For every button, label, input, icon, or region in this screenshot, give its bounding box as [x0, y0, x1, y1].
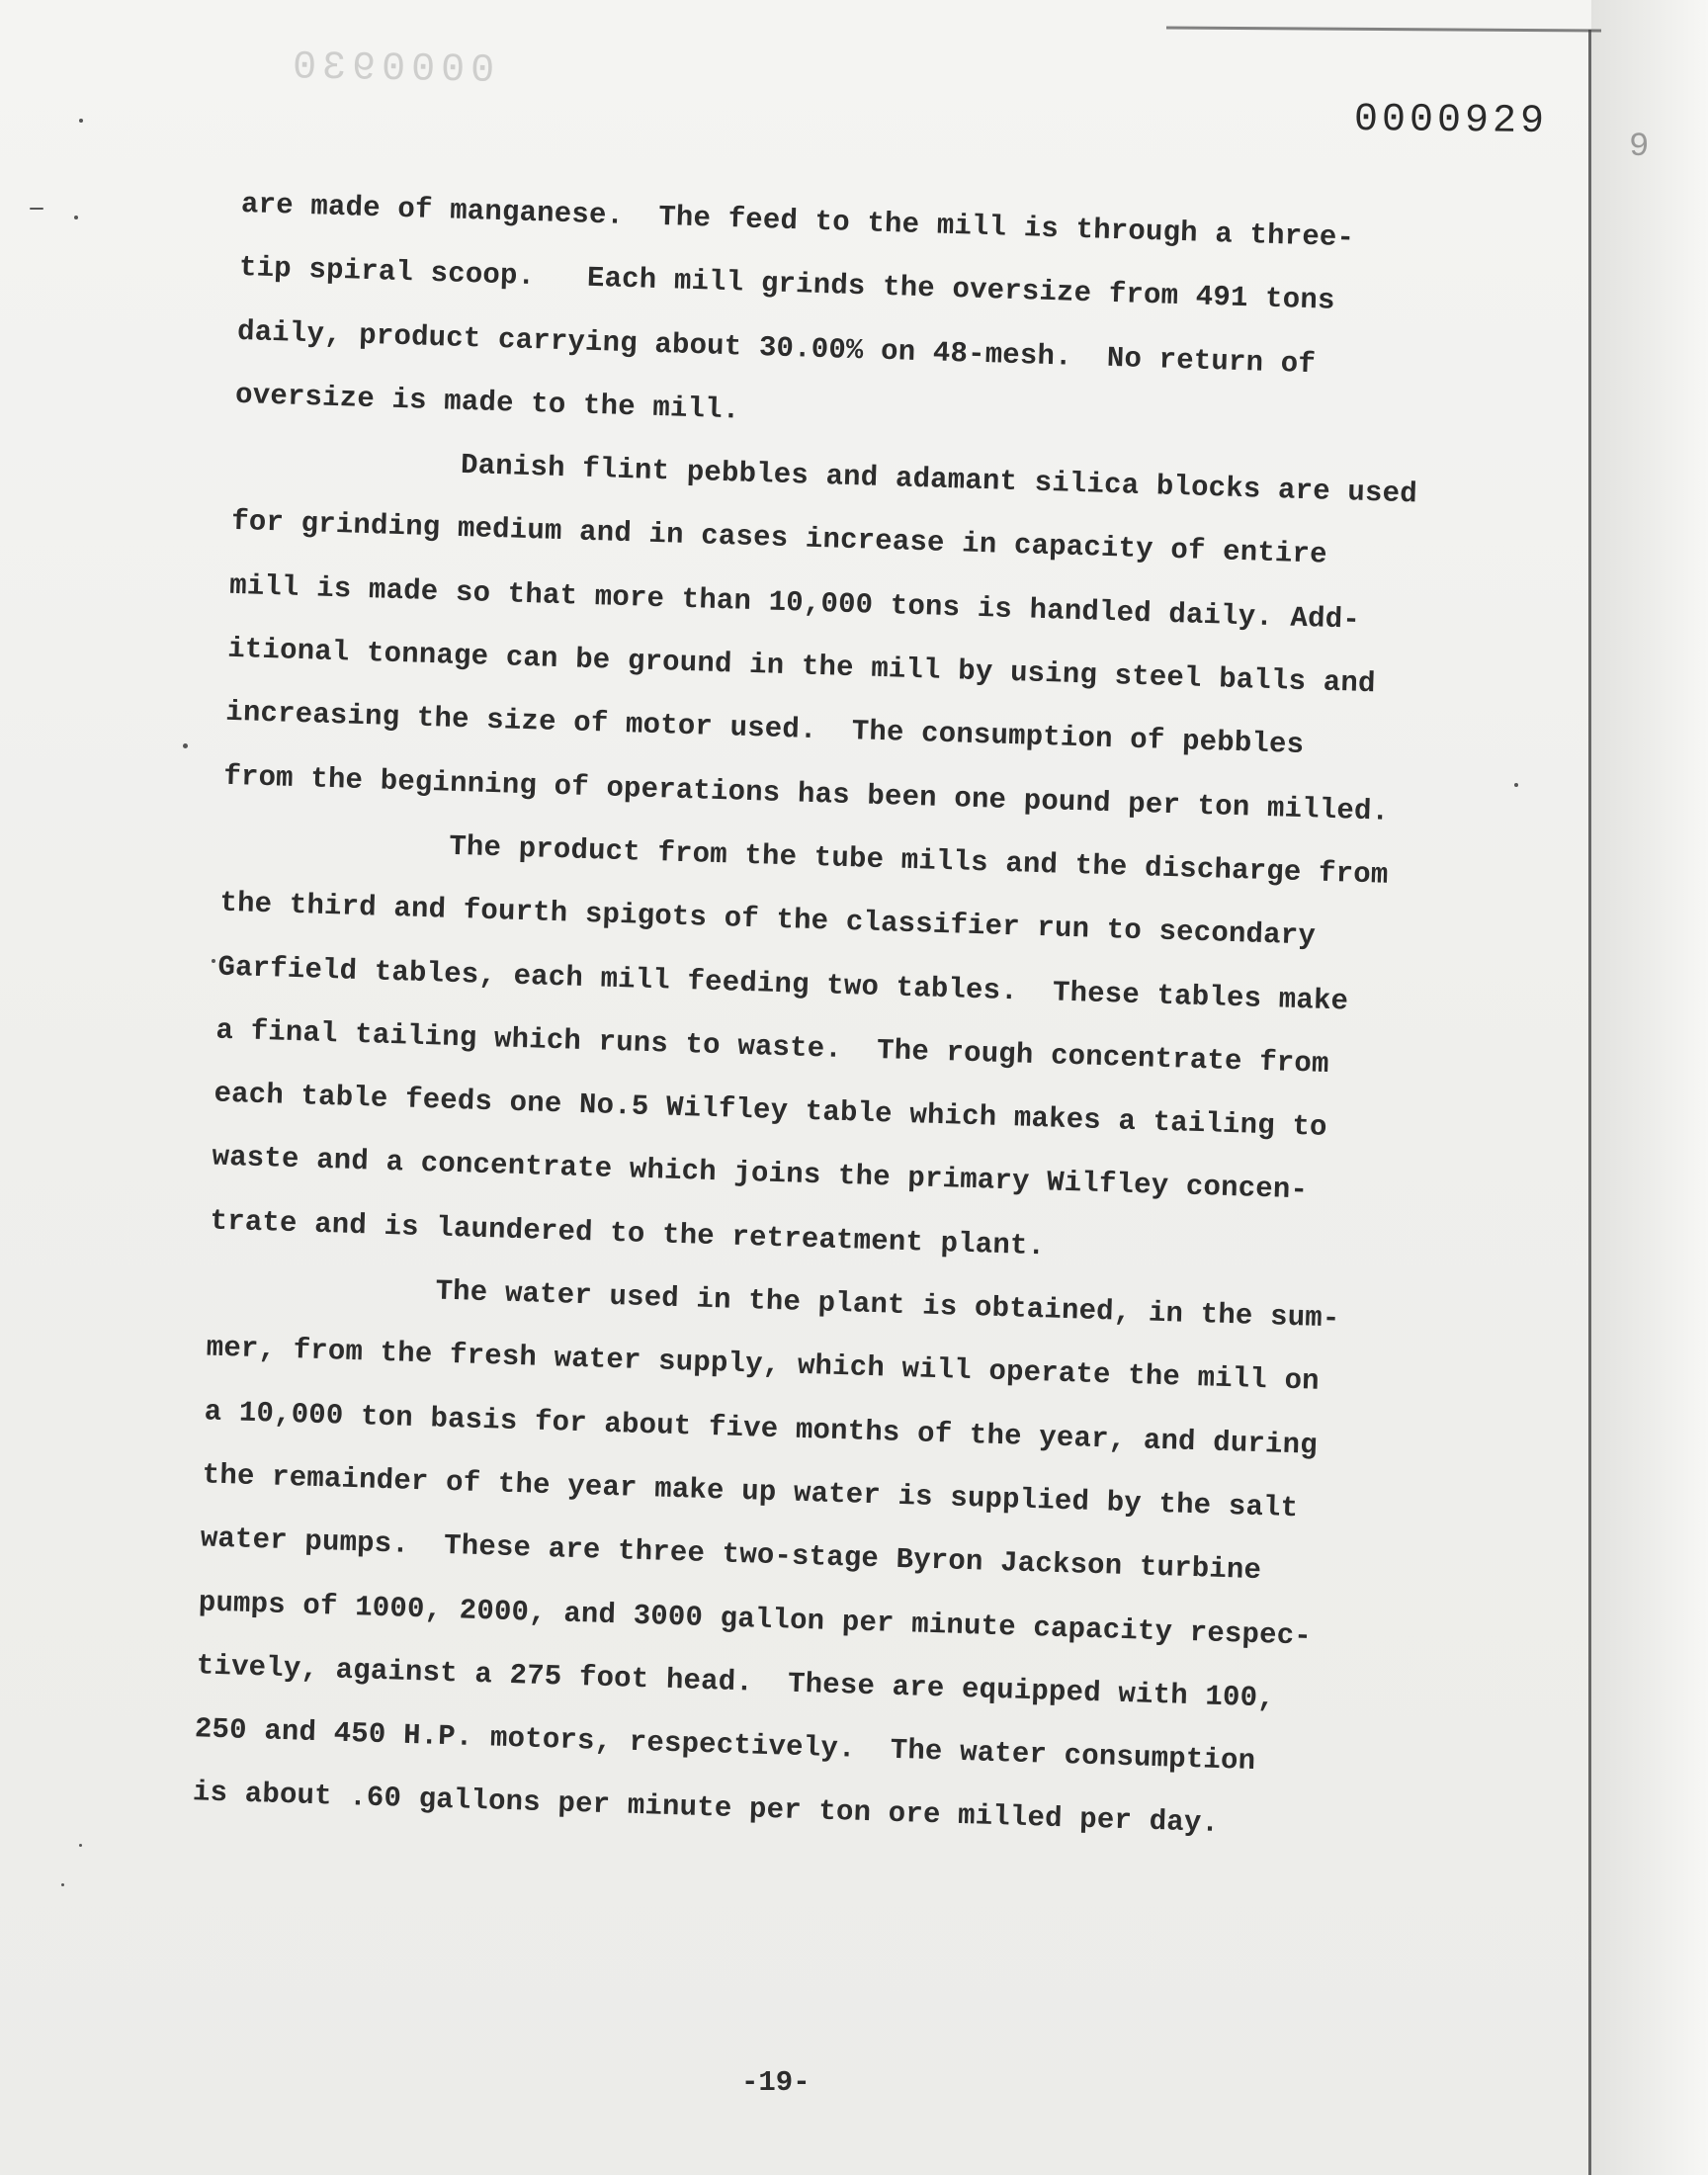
text-line: daily, product carrying about 30.00% on 48-mesh. No return of — [236, 314, 1317, 381]
ghost-document-number: 0000930 — [286, 45, 495, 94]
scan-speck — [183, 743, 188, 748]
text-line: tip spiral scoop. Each mill grinds the oversize from 491 tons — [238, 251, 1336, 318]
page-number: -19- — [741, 2066, 811, 2099]
text-line: water pumps. These are three two-stage Byron Jackson turbine — [200, 1522, 1262, 1588]
paragraph-manganese — [234, 173, 1605, 469]
text-line: a final tailing which runs to waste. The rough concentrate from — [215, 1013, 1330, 1081]
page-edge-top — [1166, 26, 1601, 32]
scan-speck — [79, 119, 83, 123]
text-line: tively, against a 275 foot head. These are equipped with 100, — [196, 1649, 1276, 1715]
text-line: Garfield tables, each mill feeding two tables. These tables make — [216, 950, 1349, 1018]
text-line: mill is made so that more than 10,000 tons is handled daily. Add- — [228, 568, 1361, 637]
text-line: the remainder of the year make up water is supplied by the salt — [202, 1458, 1299, 1525]
text-line: the third and fourth spigots of the classifier run to secondary — [218, 886, 1317, 953]
scan-speck — [74, 216, 78, 219]
text-line: a 10,000 ton basis for about five months of the year, and during — [204, 1395, 1319, 1462]
paragraph-tables — [210, 809, 1586, 1295]
text-line: trate and is laundered to the retreatment plant. — [210, 1204, 1046, 1263]
paragraph-pebbles — [222, 427, 1597, 850]
page-edge-shade — [1591, 0, 1708, 2175]
text-line: mer, from the fresh water supply, which will operate the mill on — [206, 1331, 1321, 1399]
text-line: are made of manganese. The feed to the mill is through a three- — [240, 187, 1355, 255]
scan-speck — [30, 208, 43, 210]
text-line: oversize is made to the mill. — [234, 378, 740, 427]
text-line: waste and a concentrate which joins the primary Wilfley concen- — [212, 1140, 1309, 1207]
text-line: 250 and 450 H.P. motors, respectively. The water consumption — [194, 1712, 1256, 1779]
scan-speck — [212, 959, 215, 963]
text-line: Danish flint pebbles and adamant silica blocks are used — [460, 449, 1418, 511]
corner-mark: 9 — [1629, 129, 1650, 166]
scan-speck — [61, 1883, 64, 1886]
text-line: itional tonnage can be ground in the mill by using steel balls and — [226, 632, 1377, 701]
text-line: from the beginning of operations has been one pound per ton milled. — [222, 759, 1390, 828]
text-line: The water used in the plant is obtained, in the sum- — [435, 1274, 1340, 1336]
scan-speck — [1514, 783, 1518, 787]
text-line: increasing the size of motor used. The consumption of pebbles — [224, 696, 1305, 762]
paragraph-water — [192, 1254, 1573, 1868]
typewritten-body — [192, 173, 1605, 1867]
text-line: each table feeds one No.5 Wilfley table which makes a tailing to — [214, 1077, 1328, 1145]
document-number-stamp: 0000929 — [1353, 97, 1549, 145]
text-line: pumps of 1000, 2000, and 3000 gallon per minute capacity respec- — [198, 1585, 1313, 1653]
text-line: The product from the tube mills and the discharge from — [448, 829, 1389, 892]
scan-speck — [79, 1844, 82, 1847]
text-line: is about .60 gallons per minute per ton ore milled per day. — [192, 1776, 1220, 1841]
text-line: for grinding medium and in cases increase in capacity of entire — [230, 505, 1328, 572]
